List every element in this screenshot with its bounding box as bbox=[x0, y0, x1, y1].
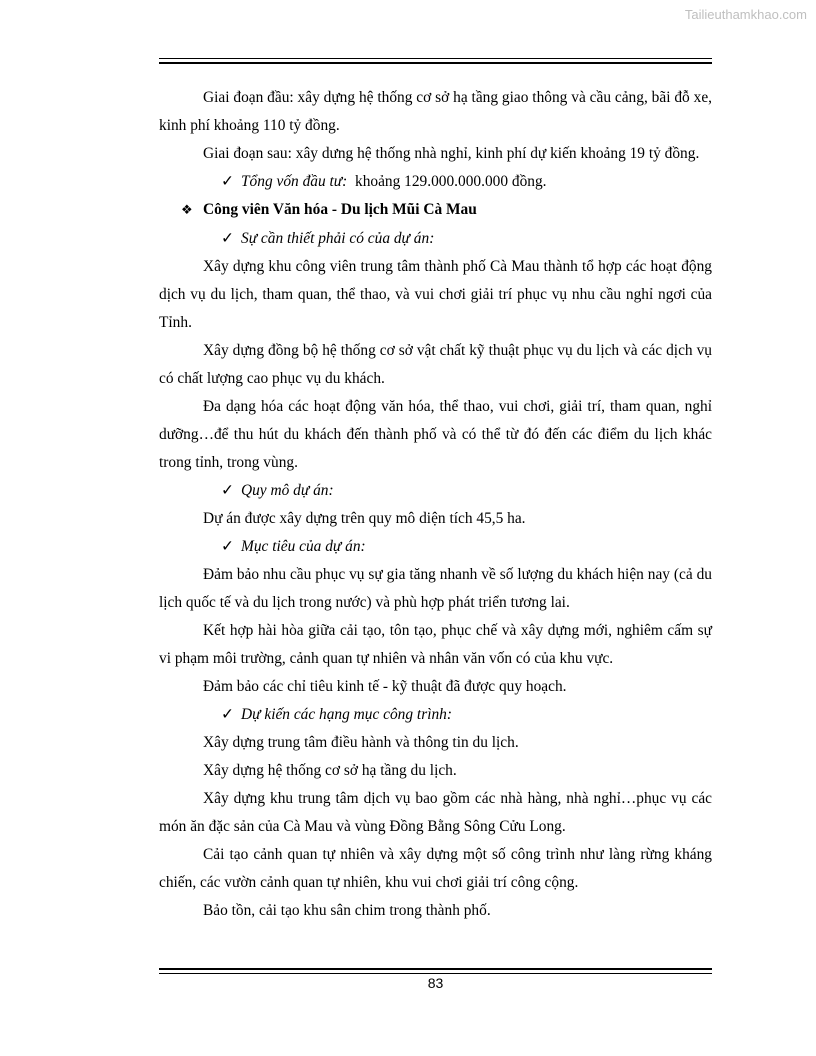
check-icon: ✓ bbox=[221, 706, 234, 723]
paragraph: Cải tạo cảnh quan tự nhiên và xây dựng một số công trình như làng rừng kháng chiến, các vườn cảnh quan tự nhiên, khu vui chơi giải trí công cộng. bbox=[159, 846, 712, 891]
check-icon: ✓ bbox=[221, 482, 234, 499]
paragraph: Xây dựng đồng bộ hệ thống cơ sở vật chất kỹ thuật phục vụ du lịch và các dịch vụ có chất lượng cao phục vụ du khách. bbox=[159, 342, 712, 387]
capital-label: Tổng vốn đầu tư: bbox=[241, 173, 348, 190]
diamond-bullet-icon: ❖ bbox=[181, 203, 193, 218]
subheading-text: Dự kiến các hạng mục công trình: bbox=[241, 706, 452, 723]
header-rule bbox=[159, 58, 712, 64]
paragraph: Đa dạng hóa các hoạt động văn hóa, thể thao, vui chơi, giải trí, tham quan, nghỉ dưỡng…để thu hút du khách đến thành phố và có thể từ đó đến các điểm du lịch khác trong tỉnh, trong vùng. bbox=[159, 398, 712, 471]
paragraph: Đảm bảo nhu cầu phục vụ sự gia tăng nhanh về số lượng du khách hiện nay (cả du lịch quốc tế và du lịch trong nước) và phù hợp phát triển tương lai. bbox=[159, 566, 712, 611]
subheading bbox=[159, 225, 712, 253]
check-icon: ✓ bbox=[221, 230, 234, 247]
subheading bbox=[159, 477, 712, 505]
paragraph: Bảo tồn, cải tạo khu sân chim trong thành phố. bbox=[203, 902, 491, 919]
paragraph: Xây dựng khu trung tâm dịch vụ bao gồm các nhà hàng, nhà nghỉ…phục vụ các món ăn đặc sản của Cà Mau và vùng Đồng Bằng Sông Cửu Long. bbox=[159, 790, 712, 835]
check-icon: ✓ bbox=[221, 538, 234, 555]
section-heading-text: Công viên Văn hóa - Du lịch Mũi Cà Mau bbox=[203, 201, 477, 218]
section-heading bbox=[159, 196, 712, 225]
paragraph: Xây dựng khu công viên trung tâm thành phố Cà Mau thành tổ hợp các hoạt động dịch vụ du lịch, tham quan, thể thao, và vui chơi giải trí phục vụ nhu cầu nghỉ ngơi của Tỉnh. bbox=[159, 258, 712, 331]
watermark: Tailieuthamkhao.com bbox=[684, 7, 807, 22]
page-number: 83 bbox=[427, 975, 444, 991]
paragraph: Kết hợp hài hòa giữa cải tạo, tôn tạo, phục chế và xây dựng mới, nghiêm cấm sự vi phạm môi trường, cảnh quan tự nhiên và nhân văn vốn có của khu vực. bbox=[159, 622, 712, 667]
paragraph: Xây dựng trung tâm điều hành và thông tin du lịch. bbox=[203, 734, 519, 751]
subheading-text: Sự cần thiết phải có của dự án: bbox=[241, 230, 435, 247]
subheading bbox=[159, 701, 712, 729]
capital-line bbox=[159, 168, 712, 196]
paragraph: Dự án được xây dựng trên quy mô diện tích 45,5 ha. bbox=[203, 510, 526, 527]
page-body bbox=[159, 84, 712, 925]
subheading-text: Quy mô dự án: bbox=[241, 482, 334, 499]
paragraph: Xây dựng hệ thống cơ sở hạ tầng du lịch. bbox=[203, 762, 457, 779]
subheading bbox=[159, 533, 712, 561]
paragraph: Đảm bảo các chỉ tiêu kinh tế - kỹ thuật đã được quy hoạch. bbox=[203, 678, 567, 695]
footer-rule bbox=[159, 968, 712, 974]
capital-value: khoảng 129.000.000.000 đồng. bbox=[355, 173, 547, 190]
paragraph: Giai đoạn đầu: xây dựng hệ thống cơ sở hạ tầng giao thông và cầu cảng, bãi đỗ xe, kinh phí khoảng 110 tỷ đồng. bbox=[159, 89, 712, 134]
paragraph: Giai đoạn sau: xây dưng hệ thống nhà nghỉ, kinh phí dự kiến khoảng 19 tỷ đồng. bbox=[203, 145, 700, 162]
check-icon: ✓ bbox=[221, 173, 234, 190]
subheading-text: Mục tiêu của dự án: bbox=[241, 538, 366, 555]
